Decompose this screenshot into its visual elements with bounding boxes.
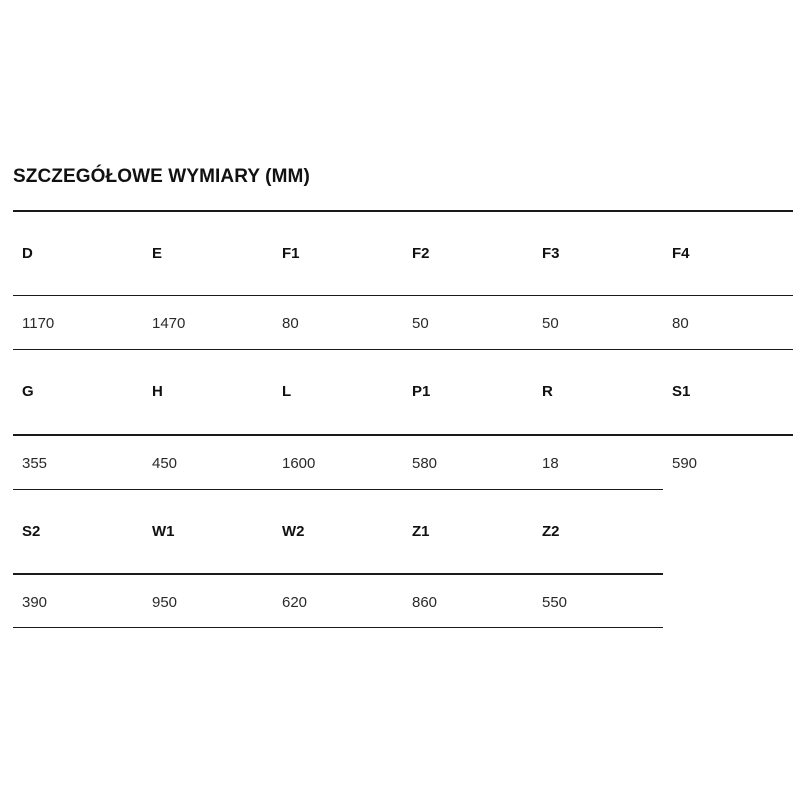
column-header-z1: Z1 (412, 523, 430, 540)
value-row (13, 573, 663, 628)
header-row (13, 490, 663, 573)
value-row (13, 434, 793, 489)
column-header-w2: W2 (282, 523, 305, 540)
value-e: 1470 (152, 315, 186, 332)
column-header-p1: P1 (412, 383, 431, 400)
value-s2: 390 (22, 594, 48, 611)
page-title: SZCZEGÓŁOWE WYMIARY (MM) (13, 166, 310, 187)
header-row (13, 350, 793, 434)
value-w2: 620 (282, 594, 308, 611)
value-h: 450 (152, 455, 178, 472)
dimensions-block-2 (13, 350, 793, 490)
dimensions-block-3 (13, 490, 793, 628)
column-header-f4: F4 (672, 245, 690, 262)
column-header-w1: W1 (152, 523, 175, 540)
column-header-f3: F3 (542, 245, 560, 262)
column-header-e: E (152, 245, 163, 262)
column-header-s2: S2 (22, 523, 41, 540)
column-header-f2: F2 (412, 245, 430, 262)
column-header-z2: Z2 (542, 523, 560, 540)
value-l: 1600 (282, 455, 316, 472)
column-header-f1: F1 (282, 245, 300, 262)
value-f3: 50 (542, 315, 559, 332)
value-f2: 50 (412, 315, 429, 332)
value-row (13, 295, 793, 350)
value-z1: 860 (412, 594, 438, 611)
value-f1: 80 (282, 315, 299, 332)
column-header-g: G (22, 383, 34, 400)
column-header-r: R (542, 383, 553, 400)
column-header-s1: S1 (672, 383, 691, 400)
value-g: 355 (22, 455, 48, 472)
dimensions-block-1 (13, 210, 793, 350)
value-f4: 80 (672, 315, 689, 332)
value-d: 1170 (22, 315, 55, 332)
value-z2: 550 (542, 594, 568, 611)
header-row (13, 210, 793, 295)
value-s1: 590 (672, 455, 698, 472)
column-header-l: L (282, 383, 292, 400)
value-r: 18 (542, 455, 559, 472)
value-w1: 950 (152, 594, 178, 611)
column-header-h: H (152, 383, 163, 400)
dimensions-table (13, 210, 793, 628)
value-p1: 580 (412, 455, 438, 472)
column-header-d: D (22, 245, 33, 262)
